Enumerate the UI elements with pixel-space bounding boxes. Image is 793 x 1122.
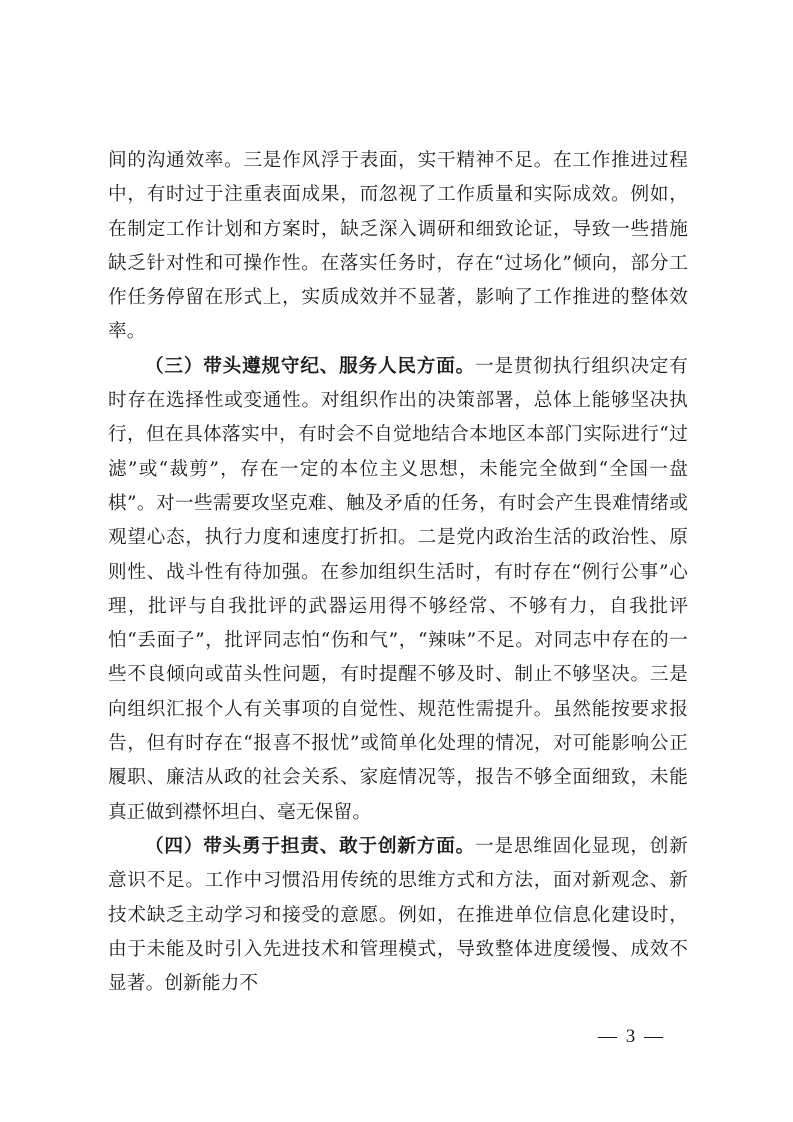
section-4-text: 一是思维固化显现，创新意识不足。工作中习惯沿用传统的思维方式和方法，面对新观念、新技术缺乏主动学习和接受的意愿。例如，在推进单位信息化建设时，由于未能及时引入先进技术和管理模式，导致整体进度缓慢、成效不显著。创新能力不 [108, 835, 689, 995]
section-3-heading: （三）带头遵规守纪、服务人民方面。 [145, 355, 476, 377]
paragraph-section-3 [108, 350, 688, 830]
page-number: — 3 — [598, 1026, 665, 1047]
paragraph-continuation-text: 间的沟通效率。三是作风浮于表面，实干精神不足。在工作推进过程中，有时过于注重表面成果，而忽视了工作质量和实际成效。例如，在制定工作计划和方案时，缺乏深入调研和细致论证，导致一些措施缺乏针对性和可操作性。在落实任务时，存在“过场化”倾向，部分工作任务停留在形式上，实质成效并不显著，影响了工作推进的整体效率。 [108, 150, 688, 343]
paragraph-section-4 [108, 830, 688, 1001]
document-body [108, 144, 688, 1001]
section-3-text: 一是贯彻执行组织决定有时存在选择性或变通性。对组织作出的决策部署，总体上能够坚决执行，但在具体落实中，有时会不自觉地结合本地区本部门实际进行“过滤”或“裁剪”，存在一定的本位主义思想，未能完全做到“全国一盘棋”。对一些需要攻坚克难、触及矛盾的任务，有时会产生畏难情绪或观望心态，执行力度和速度打折扣。二是党内政治生活的政治性、原则性、战斗性有待加强。在参加组织生活时，有时存在“例行公事”心理，批评与自我批评的武器运用得不够经常、不够有力，自我批评怕“丢面子”，批评同志怕“伤和气”，“辣味”不足。对同志中存在的一些不良倾向或苗头性问题，有时提醒不够及时、制止不够坚决。三是向组织汇报个人有关事项的自觉性、规范性需提升。虽然能按要求报告，但有时存在“报喜不报忧”或简单化处理的情况，对可能影响公正履职、廉洁从政的社会关系、家庭情况等，报告不够全面细致，未能真正做到襟怀坦白、毫无保留。 [108, 355, 689, 823]
section-4-heading: （四）带头勇于担责、敢于创新方面。 [145, 835, 476, 857]
paragraph-continuation [108, 144, 688, 350]
